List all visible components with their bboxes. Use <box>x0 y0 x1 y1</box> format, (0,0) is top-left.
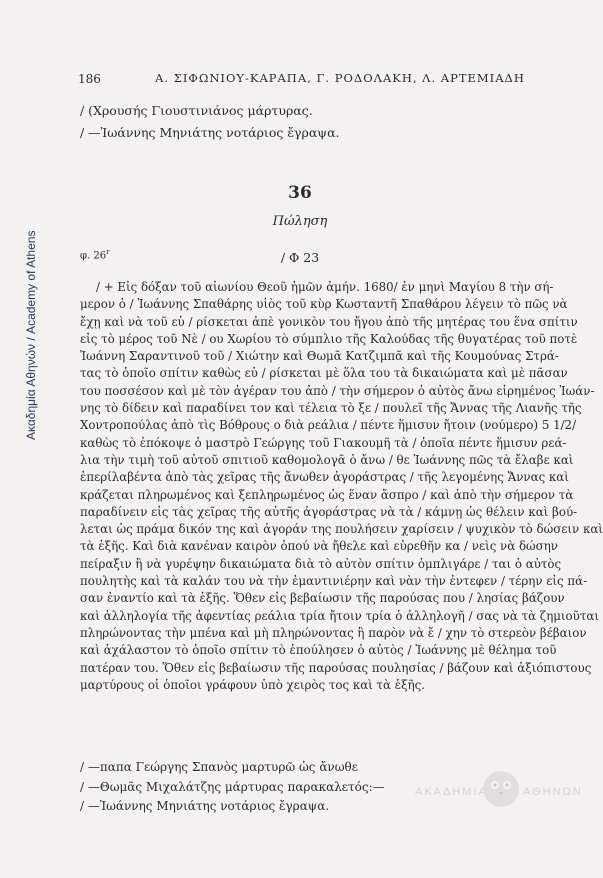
body-line: καὶ ἀχάλαστον τὸ ὁποῖο σπίτιν τὸ ἐπούλησεν ὁ αὐτὸς / Ἰωάννης μὲ θέλημα τοῦ <box>80 643 557 658</box>
body-line: πληρώνοντας τὴν μπένα καὶ μὴ πληρώνοντας ἢ παρὸν νὰ ἔ / χην τὸ στερεὸν βέβαιον <box>80 625 587 640</box>
body-line: / + Εἰς δόξαν τοῦ αἰωνίου Θεοῦ ἡμῶν ἀμήν. 1680/ ἐν μηνὶ Μαγίου 8 τὴν σή- <box>96 280 554 294</box>
document-number: 36 <box>288 183 312 203</box>
folio-superscript: r <box>106 248 110 256</box>
signature-line: / —Ἰωάννης Μηνιάτης νοτάριος ἔγραψα. <box>80 799 330 813</box>
watermark-right-text: ΑΘΗΝΩΝ <box>523 786 583 798</box>
body-line: μαρτύρους οἱ ὁποῖοι γράφουν ὑπὸ χειρὸς τος καὶ τὰ ἑξῆς. <box>80 677 426 692</box>
academy-watermark <box>415 765 583 813</box>
body-line: λεται ὡς πράμα δικόν της καὶ ἀγοράν της πουλήσειν χαρίσειν / ψυχικὸν τὸ δώσειν καὶ <box>80 522 603 537</box>
witness-line: / (Χρουσής Γιουστινιάνος μάρτυρας. <box>80 103 313 118</box>
body-line: κράζεται πληρωμένος καὶ ξεπληρωμένος ὡς ἕναν ἄσπρο / καὶ ἀπὸ τὴν σήμερον τὰ <box>80 487 574 502</box>
notary-line: / —Ἰωάννης Μηνιάτης νοτάριος ἔγραψα. <box>80 125 340 140</box>
body-line: ἔχῃ καὶ νὰ τοῦ εὑ / ρίσκεται ἀπὲ γονικὸν του ἤγου ἀπὸ τῆς μητέρας του ἕνα σπίτιν <box>80 314 578 329</box>
signature-line: / —παπα Γεώργης Σπανὸς μαρτυρῶ ὡς ἄνωθε <box>80 760 358 774</box>
folio-text: φ. 26 <box>80 250 107 262</box>
body-line: παραδίνειν εἰς τὰς χεῖρας τῆς αὐτῆς ἀγοράστρας νὰ τὰ / κάμνῃ ὡς θέλειν καὶ βού- <box>80 504 578 519</box>
body-line: καὶ ἀλληλογία τῆς ἀφεντίας ρεάλια τρία ἤτοιν τρία ὁ ἀλληλογῆ / σας νὰ τὰ ζημιοῦται <box>80 608 599 623</box>
owl-emblem-icon <box>483 771 519 807</box>
body-line: τὰ ἑξῆς. Καὶ διὰ κανέναν καιρὸν ὁπού νὰ ἤθελε καὶ εὑρεθῆν κα / νεὶς νὰ δώσην <box>80 539 558 554</box>
page-number: 186 <box>78 72 101 86</box>
signature-block <box>80 758 385 817</box>
body-line: καθὼς τὸ ἐπόκοψε ὁ μαστρὸ Γεώργης τοῦ Γιακουμῆ τὰ / ὁποῖα πέντε ἥμισυν ρεά- <box>80 435 567 450</box>
watermark-left-text: ΑΚΑΔΗΜΙΑ <box>415 786 488 798</box>
body-line: σαν ἐναντίο καὶ τὰ ἑξῆς. Ὅθεν εἰς βεβαίωσιν τῆς παρούσας που / λησίας βάζουν <box>80 591 565 606</box>
body-line: Ἰωάννη Σαραντινοῦ τοῦ / Χιώτην καὶ Θωμᾶ Κατζιμπᾶ καὶ τῆς Κουμούνας Στρά- <box>80 349 559 364</box>
signature-line: / —Θωμᾶς Μιχαλάτζης μάρτυρας παρακαλετός:— <box>80 779 385 794</box>
body-line: μερον ὁ / Ἰωάννης Σπαθάρης υἱὸς τοῦ κὺρ Κωσταντῆ Σπαθάρου λέγειν τὸ πῶς νὰ <box>80 297 568 312</box>
body-line: λια τὴν τιμὴ τοῦ αὐτοῦ σπιτιοῦ καθομολογᾶ ὁ ἄνω / θε Ἰωάννης πῶς τὰ ἔλαβε καὶ <box>80 452 574 467</box>
body-line: πατέραν του. Ὅθεν εἰς βεβαίωσιν τῆς παρούσας πουλησίας / βάζουν καὶ ἀξιόπιστους <box>80 660 592 675</box>
previous-document-end <box>80 100 340 144</box>
document-body <box>80 279 603 694</box>
body-line: ἐπερίλαβέντα ἀπὸ τὰς χεῖρας τῆς ἄνωθεν ἀγοράστρας / τῆς λεγομένης Ἄννας καὶ <box>80 470 569 485</box>
body-line: του ποσσέσον καὶ μὲ τὸν ἀγέραν του ἀπὸ / τὴν σήμερον ὁ αὐτὸς ἄνω εἰρημένος Ἰωάν- <box>80 383 595 398</box>
body-line: τας τὸ ὁποῖο σπίτιν καθὼς εὑ / ρίσκεται μὲ ὅλα του τὰ δικαιώματα καὶ μὲ πᾶσαν <box>80 366 568 381</box>
body-line: νης τὸ δίδειν καὶ παραδίνει τον καὶ τέλεια τὸ ξε / πουλεῖ τῆς Ἄννας τῆς Λιανῆς τῆς <box>80 401 582 416</box>
body-line: Χοντροπούλας ἀπὸ τὶς Βόθρους ο διὰ ρεάλια / πέντε ἥμισυν ἤτοιν (νούμερο) 5 1/2/ <box>80 418 577 433</box>
running-head: Α. ΣΙΦΩΝΙΟΥ-ΚΑΡΑΠΑ, Γ. ΡΟΔΟΛΑΚΗ, Λ. ΑΡΤΕΜΙΑΔΗ <box>155 71 525 85</box>
page-marker: / Φ 23 <box>280 250 320 265</box>
body-line: πουλητὴς καὶ τὰ καλάν του νὰ τὴν ἐμαντινιέρην καὶ νὰν τὴν ἐντεφεν / τέρην εἰς πά- <box>80 574 588 589</box>
body-line: πείραξιν ἢ νὰ γυρέψην δικαιώματα διὰ τὸ αὐτὸν σπίτιν ὀμπλιγάρε / ται ὁ αὐτὸς <box>80 556 562 571</box>
body-line: εἰς τὸ μέρος τοῦ Νὲ / ου Χωρίου τὸ σύμπλιο τῆς Καλούδας τῆς θυγατέρας τοῦ ποτὲ <box>80 331 578 346</box>
academy-side-note: Ακαδημία Αθηνών / Academy of Athens <box>24 230 38 440</box>
document-title: Πώληση <box>272 214 328 229</box>
